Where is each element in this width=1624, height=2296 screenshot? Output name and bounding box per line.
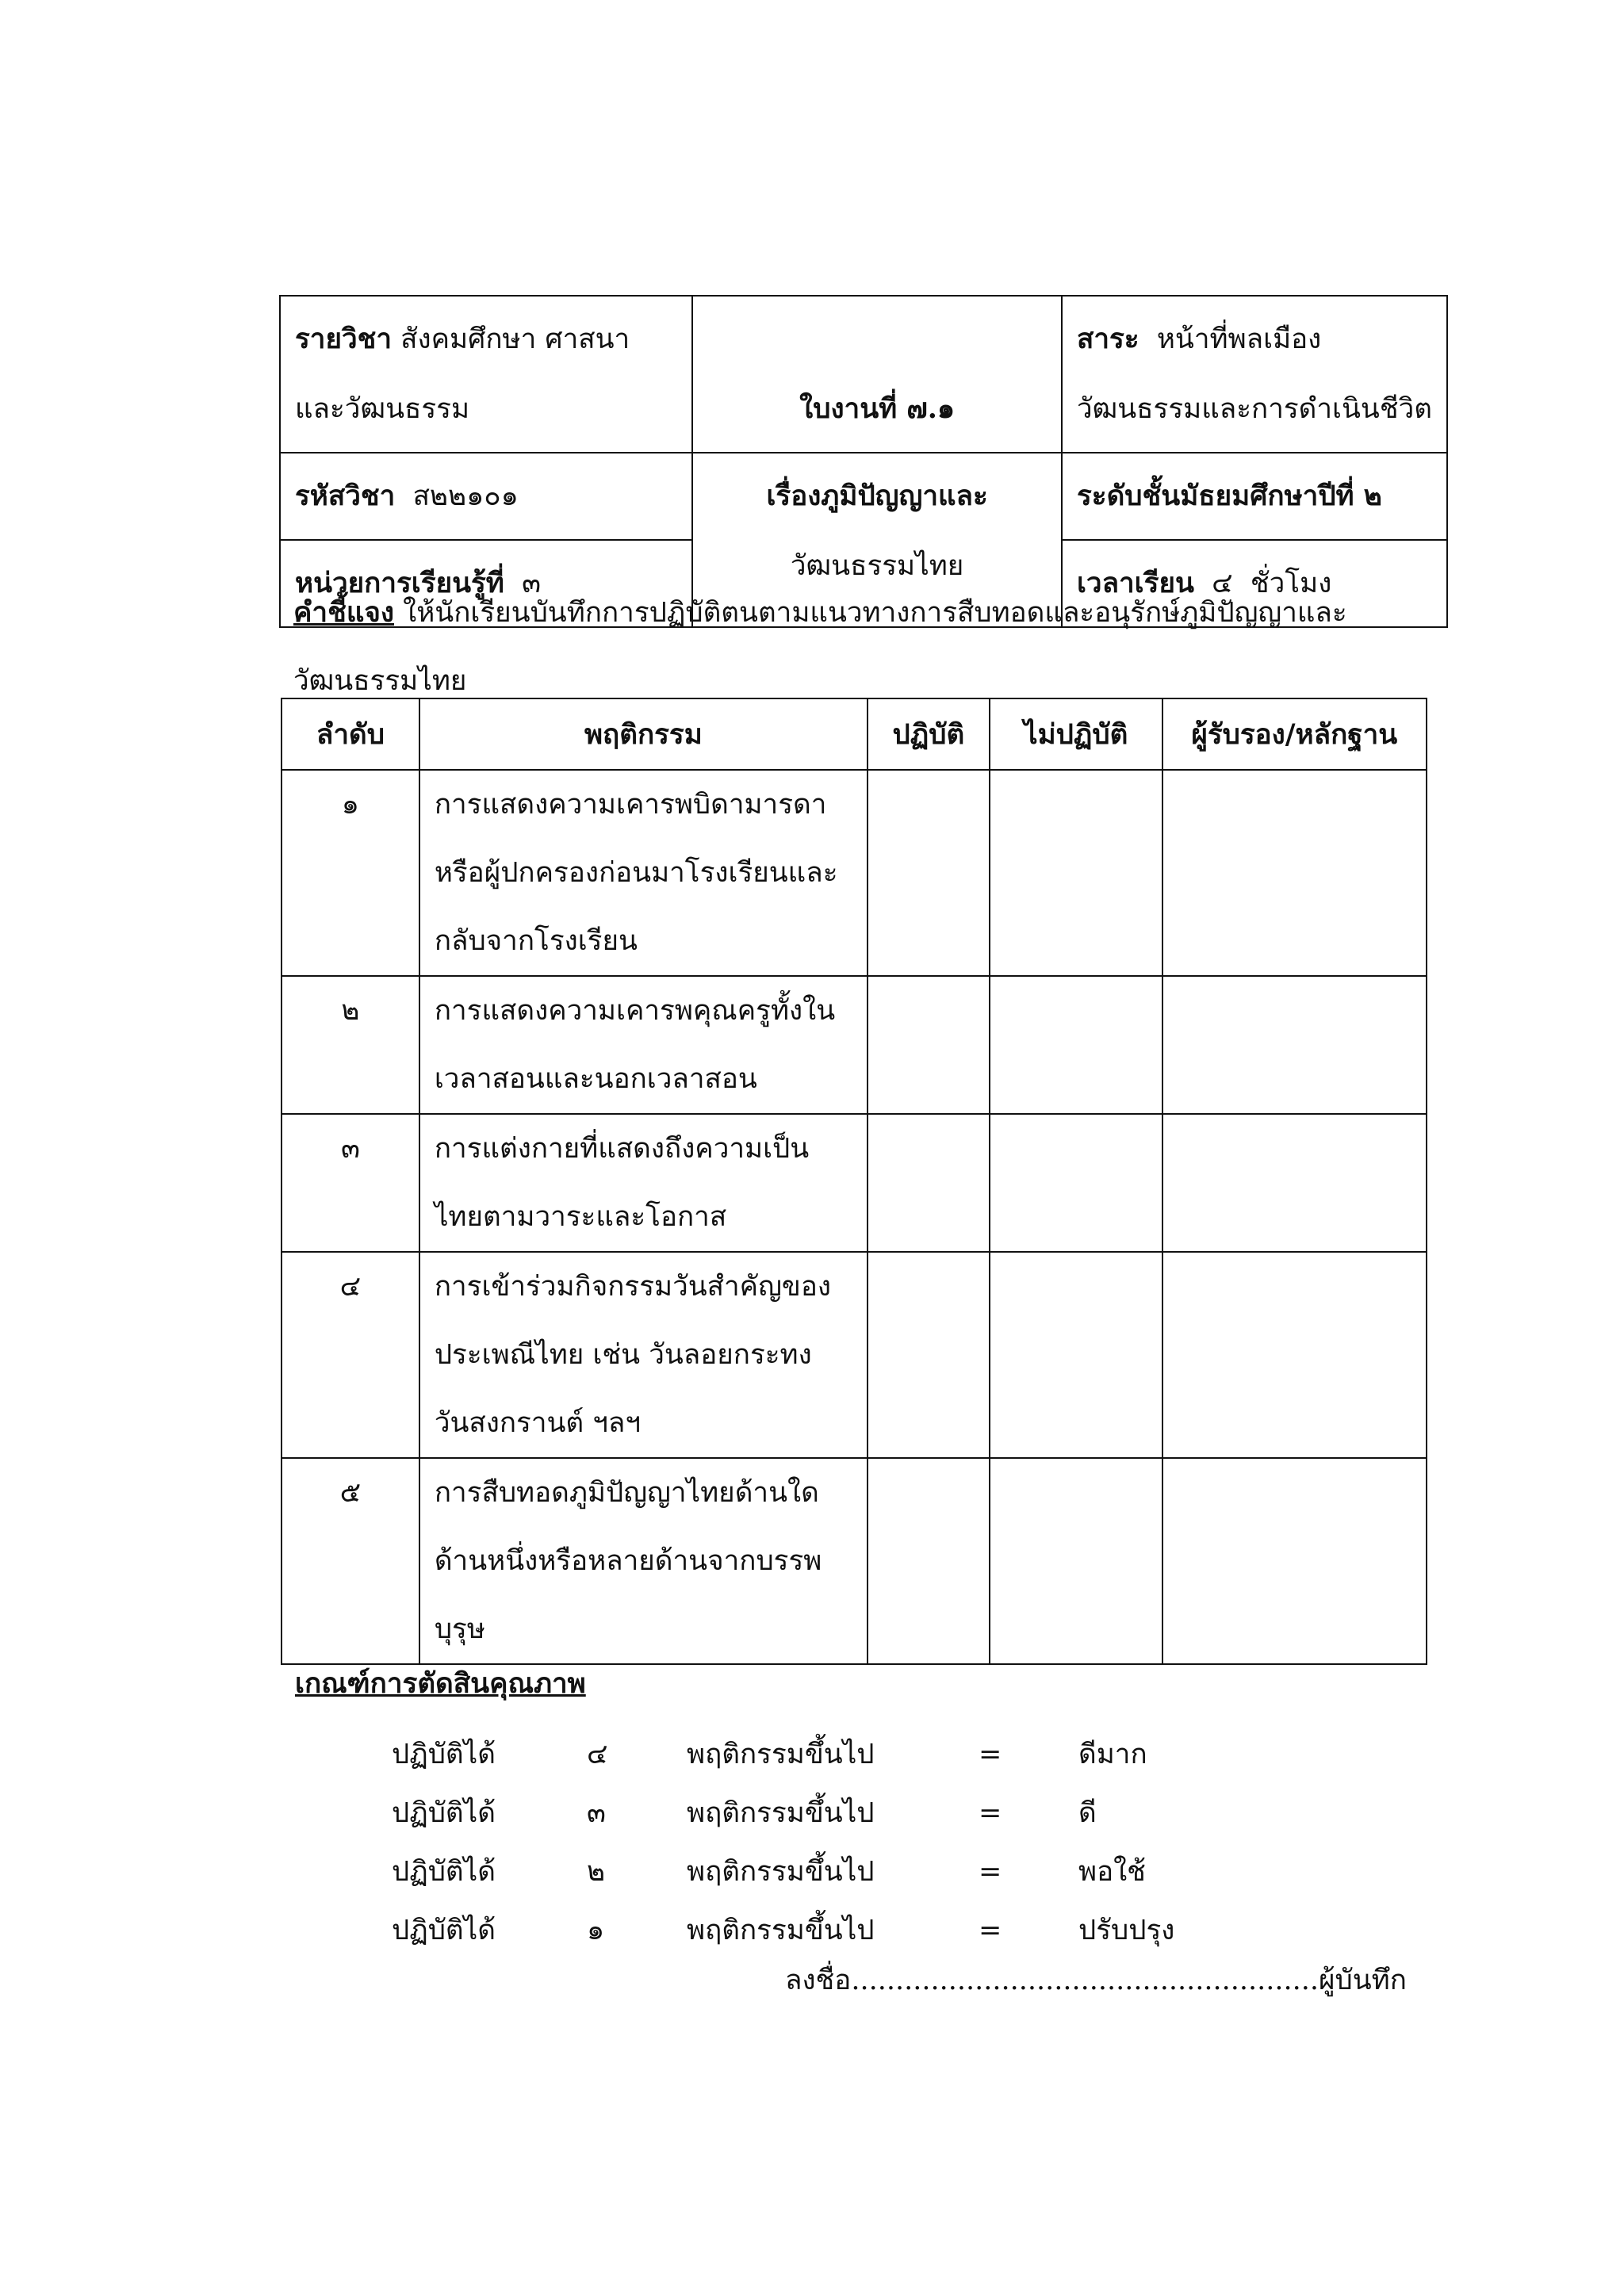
behavior-line: การแสดงความเคารพคุณครูทั้งใน: [434, 995, 836, 1027]
done-cell[interactable]: [868, 770, 990, 976]
criteria-row: [0, 1843, 1624, 1901]
criteria-label: ปฏิบัติได้: [392, 1915, 496, 1946]
behavior-line: การแต่งกายที่แสดงถึงความเป็น: [434, 1133, 810, 1165]
criteria-count: ๓: [587, 1797, 606, 1829]
criteria-equals: =: [979, 1915, 1002, 1946]
criteria-row: [0, 1725, 1624, 1784]
criteria-grade: ปรับปรุง: [1078, 1915, 1175, 1946]
criteria-label: ปฏิบัติได้: [392, 1856, 496, 1888]
behavior-line: กลับจากโรงเรียน: [434, 925, 638, 957]
behavior-text: [419, 1114, 868, 1252]
criteria-label: ปฏิบัติได้: [392, 1739, 496, 1770]
signature-line: [785, 1958, 1407, 2002]
instruction-text-1: ให้นักเรียนบันทึกการปฏิบัติตนตามแนวทางการสืบทอดและอนุรักษ์ภูมิปัญญาและ: [393, 597, 1347, 629]
subject-label: รายวิชา: [295, 323, 393, 355]
signature-dots[interactable]: .....................................................: [851, 1965, 1319, 1996]
evidence-cell[interactable]: [1162, 770, 1427, 976]
evidence-cell[interactable]: [1162, 976, 1427, 1114]
criteria-count: ๑: [587, 1915, 605, 1946]
criteria-grade: ดี: [1078, 1797, 1097, 1829]
subject-value-1: สังคมศึกษา ศาสนา: [400, 323, 630, 355]
code-value: ส๒๒๑๐๑: [412, 480, 519, 512]
not-done-cell[interactable]: [990, 770, 1162, 976]
behavior-line: วันสงกรานต์ ฯลฯ: [434, 1407, 642, 1439]
strand-value-1: หน้าที่พลเมือง: [1156, 323, 1322, 355]
header-order: ลำดับ: [282, 698, 419, 770]
code-cell: [280, 453, 692, 540]
header-not-done: ไม่ปฏิบัติ: [990, 698, 1162, 770]
criteria-label: ปฏิบัติได้: [392, 1797, 496, 1829]
table-row: [282, 1114, 1427, 1252]
done-cell[interactable]: [868, 1252, 990, 1458]
criteria-equals: =: [979, 1797, 1002, 1829]
table-row: [282, 976, 1427, 1114]
row-number: ๑: [282, 770, 419, 976]
behavior-text: [419, 976, 868, 1114]
behavior-table: [281, 698, 1427, 1665]
criteria-row: [0, 1784, 1624, 1843]
instruction-text-2: วัฒนธรรมไทย: [293, 665, 467, 697]
behavior-line: การแสดงความเคารพบิดามารดา: [434, 789, 827, 821]
criteria-equals: =: [979, 1739, 1002, 1770]
criteria-count: ๒: [587, 1856, 606, 1888]
row-number: ๕: [282, 1458, 419, 1664]
behavior-text: [419, 1458, 868, 1664]
behavior-text: [419, 1252, 868, 1458]
behavior-line: ด้านหนึ่งหรือหลายด้านจากบรรพ: [434, 1545, 822, 1577]
behavior-table-header: [282, 698, 1427, 770]
behavior-line: การเข้าร่วมกิจกรรมวันสำคัญของ: [434, 1271, 831, 1303]
time-value: ๔: [1212, 568, 1233, 599]
level-cell: [1062, 453, 1447, 540]
strand-cell: [1062, 296, 1447, 453]
criteria-equals: =: [979, 1856, 1002, 1888]
table-row: [282, 770, 1427, 976]
time-unit: ชั่วโมง: [1250, 568, 1332, 599]
done-cell[interactable]: [868, 1114, 990, 1252]
criteria-text: พฤติกรรมขึ้นไป: [687, 1856, 875, 1888]
evidence-cell[interactable]: [1162, 1458, 1427, 1664]
header-evidence: ผู้รับรอง/หลักฐาน: [1162, 698, 1427, 770]
unit-value: ๓: [522, 568, 542, 599]
strand-label: สาระ: [1076, 323, 1139, 355]
criteria-text: พฤติกรรมขึ้นไป: [687, 1739, 875, 1770]
behavior-line: การสืบทอดภูมิปัญญาไทยด้านใด: [434, 1477, 819, 1509]
behavior-line: เวลาสอนและนอกเวลาสอน: [434, 1063, 757, 1095]
behavior-line: บุรุษ: [434, 1613, 485, 1645]
not-done-cell[interactable]: [990, 1252, 1162, 1458]
level-text: ระดับชั้นมัธยมศึกษาปีที่ ๒: [1076, 480, 1382, 512]
criteria-title: เกณฑ์การตัดสินคุณภาพ: [295, 1667, 586, 1700]
row-number: ๔: [282, 1252, 419, 1458]
topic-line-2: วัฒนธรรมไทย: [790, 550, 964, 582]
criteria-text: พฤติกรรมขึ้นไป: [687, 1915, 875, 1946]
criteria-count: ๔: [587, 1739, 608, 1770]
not-done-cell[interactable]: [990, 1114, 1162, 1252]
signature-prefix: ลงชื่อ: [785, 1965, 852, 1996]
table-row: [282, 1252, 1427, 1458]
header-done: ปฏิบัติ: [868, 698, 990, 770]
evidence-cell[interactable]: [1162, 1114, 1427, 1252]
done-cell[interactable]: [868, 1458, 990, 1664]
row-number: ๒: [282, 976, 419, 1114]
code-label: รหัสวิชา: [295, 480, 396, 512]
not-done-cell[interactable]: [990, 1458, 1162, 1664]
worksheet-number: ใบงานที่ ๗.๑: [799, 392, 956, 425]
subject-cell: [280, 296, 692, 453]
criteria-grade: พอใช้: [1078, 1856, 1146, 1888]
strand-value-2: วัฒนธรรมและการดำเนินชีวิต: [1076, 393, 1432, 425]
criteria-text: พฤติกรรมขึ้นไป: [687, 1797, 875, 1829]
subject-value-2: และวัฒนธรรม: [295, 393, 470, 425]
behavior-text: [419, 770, 868, 976]
criteria-grade: ดีมาก: [1078, 1739, 1147, 1770]
done-cell[interactable]: [868, 976, 990, 1114]
behavior-line: ไทยตามวาระและโอกาส: [434, 1201, 727, 1233]
behavior-line: ประเพณีไทย เช่น วันลอยกระทง: [434, 1339, 812, 1371]
unit-label: หน่วยการเรียนรู้ที่: [295, 567, 504, 599]
behavior-line: หรือผู้ปกครองก่อนมาโรงเรียนและ: [434, 857, 838, 889]
instruction: [293, 579, 1451, 715]
worksheet-cell: [692, 296, 1062, 453]
topic-line-1: เรื่องภูมิปัญญาและ: [766, 480, 988, 512]
signature-suffix: ผู้บันทึก: [1318, 1965, 1407, 1996]
table-row: [282, 1458, 1427, 1664]
evidence-cell[interactable]: [1162, 1252, 1427, 1458]
time-label: เวลาเรียน: [1076, 567, 1194, 599]
row-number: ๓: [282, 1114, 419, 1252]
instruction-label: คำชี้แจง: [293, 596, 394, 629]
not-done-cell[interactable]: [990, 976, 1162, 1114]
criteria-row: [0, 1901, 1624, 1960]
header-behavior: พฤติกรรม: [419, 698, 868, 770]
header-table: [279, 295, 1448, 628]
